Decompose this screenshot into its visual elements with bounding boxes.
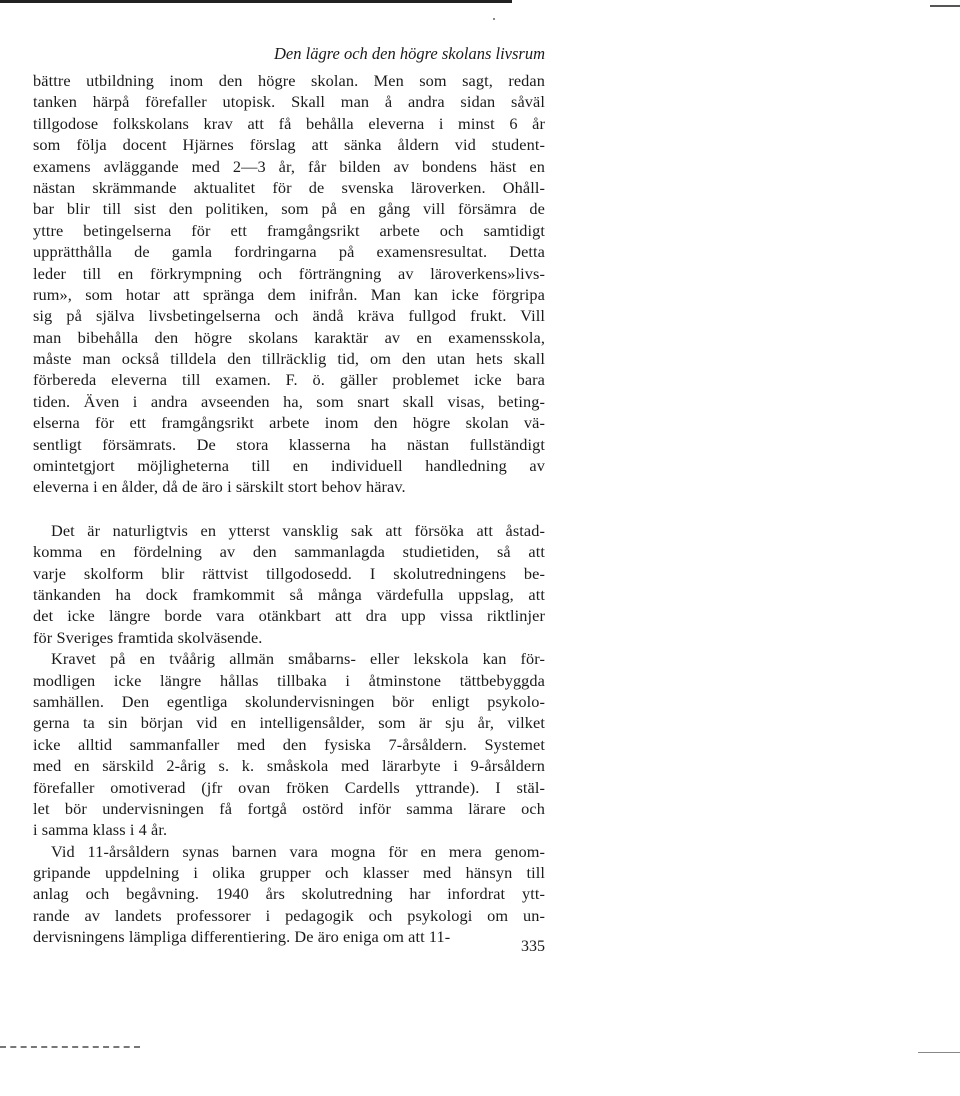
text-line: Det är naturligtvis en ytterst vansklig sak att försöka att åstad- [51, 520, 545, 540]
text-line: rande av landets professorer i pedagogik och psykologi om un- [33, 905, 545, 925]
text-line: samhällen. Den egentliga skolundervisningen bör enligt psykolo- [33, 691, 545, 711]
text-line: med en särskild 2-årig s. k. småskola med lärarbyte i 9-årsåldern [33, 756, 545, 776]
paragraph [33, 520, 545, 648]
text-line: modligen icke längre hållas tillbaka i åtminstone tättbebyggda [33, 670, 545, 690]
bottom-right-rule [918, 1052, 960, 1053]
text-line: det icke längre borde vara otänkbart att dra upp vissa riktlinjer [33, 606, 545, 626]
text-line: varje skolform blir rättvist tillgodosedd. I skolutredningens be- [33, 563, 545, 583]
text-line: gripande uppdelning i olika grupper och klasser med hänsyn till [33, 863, 545, 883]
paragraph [33, 70, 545, 498]
text-line: komma en fördelning av den sammanlagda studietiden, så att [33, 542, 545, 562]
text-line: rum», som hotar att spränga dem inifrån. Man kan icke förgripa [33, 284, 545, 304]
scan-speck [493, 18, 495, 20]
text-line: upprätthålla de gamla fordringarna på examensresultat. Detta [33, 242, 545, 262]
text-line: Vid 11-årsåldern synas barnen vara mogna för en mera genom- [51, 841, 545, 861]
text-line: leder till en förkrympning och förträngning av läroverkens»livs- [33, 263, 545, 283]
running-header: Den lägre och den högre skolans livsrum [274, 44, 545, 63]
text-line: nästan skrämmande aktualitet för de svenska läroverken. Ohåll- [33, 177, 545, 197]
text-line: tänkanden ha dock framkommit så många värdefulla uppslag, att [33, 584, 545, 604]
text-line: gerna ta sin början vid en intelligensålder, som är sju år, vilket [33, 713, 545, 733]
text-line: bar blir till sist den politiken, som på en gång vill försämra de [33, 199, 545, 219]
paragraph [33, 648, 545, 841]
top-rule [0, 0, 512, 3]
text-line: let bör undervisningen få fortgå ostörd inför samma lärare och [33, 798, 545, 818]
page-number: 335 [521, 938, 545, 955]
top-right-rule [930, 5, 960, 7]
bottom-rule [0, 1046, 140, 1048]
text-line: eleverna i en ålder, då de äro i särskilt stort behov härav. [33, 477, 406, 497]
text-line: bättre utbildning inom den högre skolan. Men som sagt, redan [33, 71, 545, 90]
text-line: icke alltid sammanfaller med den fysiska 7-årsåldern. Systemet [33, 734, 545, 754]
text-line: som följa docent Hjärnes förslag att sänka åldern vid student- [33, 135, 545, 155]
text-line: omintetgjort möjligheterna till en individuell handledning av [33, 456, 545, 476]
paragraph [33, 841, 545, 948]
text-line: elserna för ett framgångsrikt arbete inom den högre skolan vä- [33, 413, 545, 433]
text-line: i samma klass i 4 år. [33, 820, 168, 840]
text-line: sig på själva livsbetingelserna och ändå kräva fullgod frukt. Vill [33, 306, 545, 326]
text-line: tiden. Även i andra avseenden ha, som snart skall visas, beting- [33, 391, 545, 411]
text-line: förefaller omotiverad (jfr ovan fröken Cardells yttrande). I stäl- [33, 777, 545, 797]
text-line: man bibehålla den högre skolans karaktär av en examensskola, [33, 327, 545, 347]
text-line: dervisningens lämpliga differentiering. De äro eniga om att 11- [33, 927, 451, 947]
text-line: förbereda eleverna till examen. F. ö. gäller problemet icke bara [33, 370, 545, 390]
text-line: Kravet på en tvåårig allmän småbarns- eller lekskola kan för- [51, 649, 545, 669]
text-line: tillgodose folkskolans krav att få behålla eleverna i minst 6 år [33, 113, 545, 133]
text-line: examens avläggande med 2—3 år, får bilden av bondens häst en [33, 156, 545, 176]
text-line: för Sveriges framtida skolväsende. [33, 627, 263, 647]
text-line: tanken härpå förefaller utopisk. Skall man å andra sidan såväl [33, 92, 545, 112]
page-body [33, 70, 545, 948]
paragraph-gap [33, 498, 545, 520]
text-line: sentligt försämrats. De stora klasserna ha nästan fullständigt [33, 434, 545, 454]
text-line: yttre betingelserna för ett framgångsrikt arbete och samtidigt [33, 220, 545, 240]
text-line: anlag och begåvning. 1940 års skolutredning har infordrat ytt- [33, 884, 545, 904]
text-line: måste man också tilldela den tillräcklig tid, om den utan hets skall [33, 349, 545, 369]
